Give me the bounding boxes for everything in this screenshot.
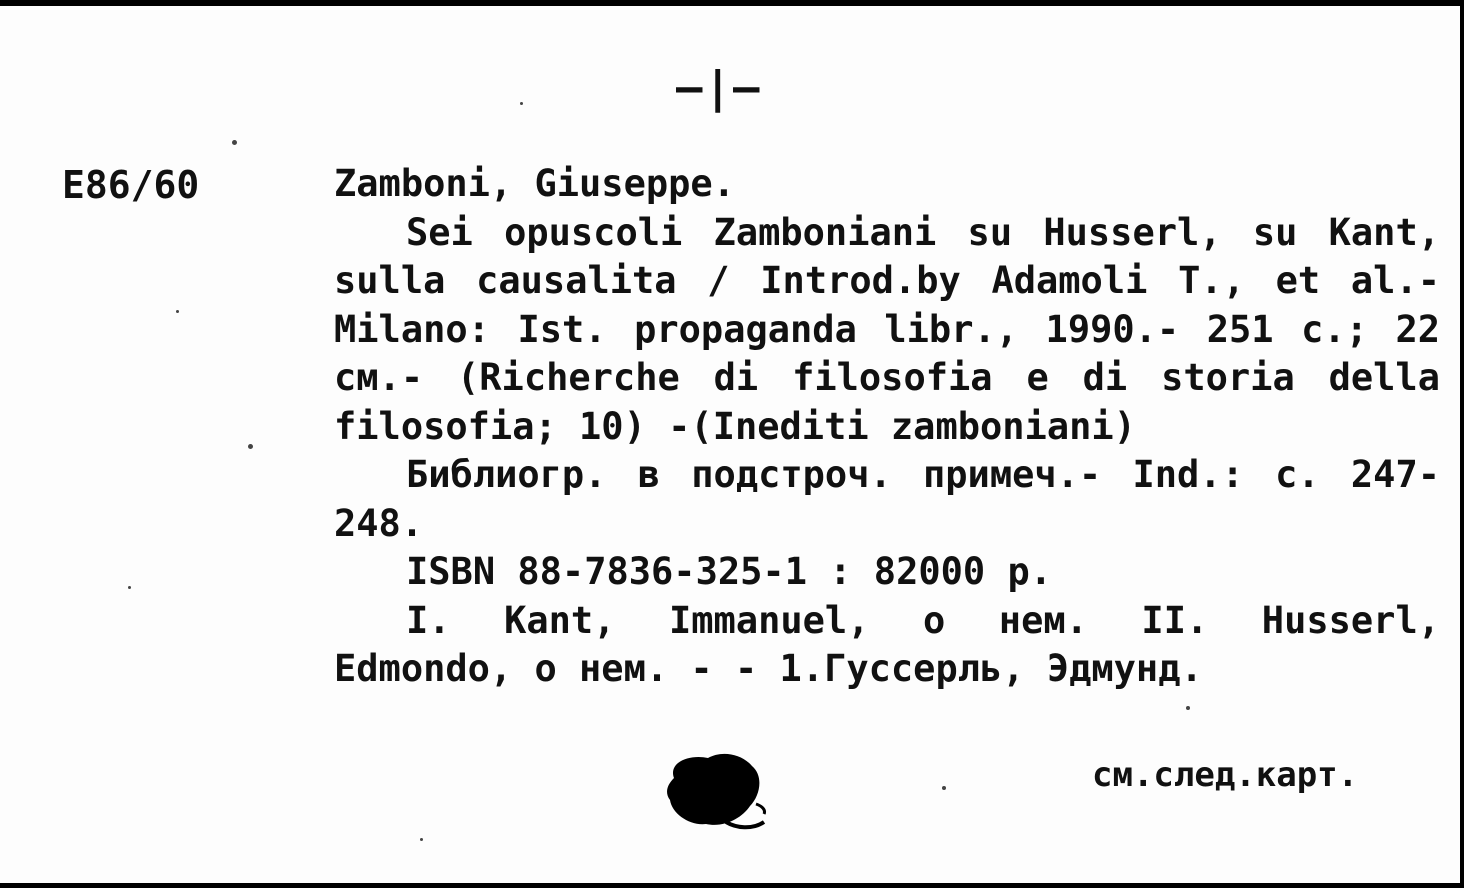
- card-number: —|—: [676, 62, 762, 113]
- continued-note: см.след.карт.: [1092, 755, 1359, 795]
- speck: [248, 444, 253, 449]
- speck: [520, 102, 523, 105]
- speck: [942, 786, 946, 790]
- subject-tracings: I. Kant, Immanuel, о нем. II. Husserl, Edmondo, о нем. - - 1.Гуссерль, Эдмунд.: [334, 598, 1440, 690]
- speck: [176, 310, 179, 313]
- speck: [420, 838, 423, 841]
- speck: [128, 586, 131, 589]
- isbn-line: ISBN 88-7836-325-1 : 82000 р.: [406, 550, 1053, 593]
- bibliography-note: Библиогр. в подстроч. примеч.- Ind.: с. 247- 248.: [334, 453, 1440, 545]
- speck: [232, 140, 237, 145]
- author-heading: Zamboni, Giuseppe.: [334, 162, 735, 205]
- speck: [1186, 706, 1190, 710]
- title-block: Sei opuscoli Zamboniani su Husserl, su Kant, sulla causalita / Introd.by Adamoli T., et al.- Milano: Ist. propaganda libr., 1990.- 251 с.; 22 см.- (Richerche di filosofia e di storia della filosofia; 10) -(Inediti zamboniani): [334, 210, 1440, 448]
- ink-blot: [660, 748, 768, 832]
- bibliographic-entry: [334, 160, 1440, 694]
- shelfmark: E86/60: [62, 163, 200, 207]
